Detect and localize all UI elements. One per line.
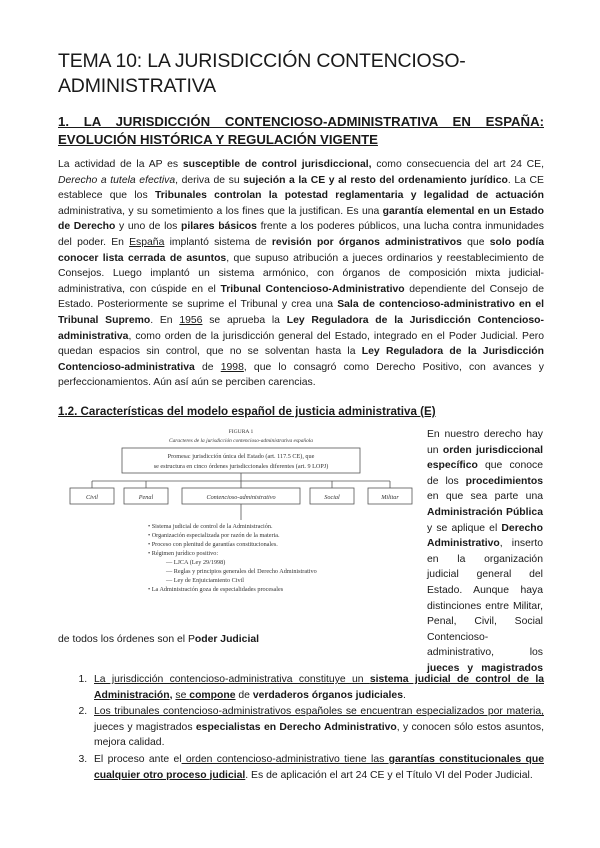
page-title: TEMA 10: LA JURISDICCIÓN CONTENCIOSO-ADMINISTRATIVA [58,50,466,97]
feature-4c: — Ley de Enjuiciamiento Civil [166,577,245,584]
list-item: 2. Los tribunales contencioso-administrativos españoles se encuentran especializados por materia, jueces y magistrados especialistas en Derecho Administrativo, y conocen sólo estos asuntos, mejora calidad. [90,704,544,751]
list-item: 3. El proceso ante el orden contencioso-administrativo tiene las garantías constitucionales que cualquier otro proceso judicial. Es de aplicación el art 24 CE y el Título VI del Poder Judicial. [90,752,544,783]
promise-line-2: se estructura en cinco órdenes jurisdiccionales diferentes (art. 9 LOPJ) [153,463,329,470]
section-1-2-heading: 1.2. Características del modelo español de justicia administrativa (E) [58,405,436,418]
order-penal: Penal [138,494,154,501]
section-1-paragraph: La actividad de la AP es susceptible de control jurisdiccional, como consecuencia del art 24 CE, Derecho a tutela efectiva, deriva de su sujeción a la CE y al resto del ordenamiento jurídico. La CE establece que los Tribunales controlan la potestad reglamentaria y legalidad de actuación administrativa, y su sometimiento a los fines que la justifican. Es una garantía elemental en un Estado de Derecho y uno de los pilares básicos frente a los poderes públicos, una lucha contra inmunidades del poder. En España implantó sistema de revisión por órganos administrativos que solo podía conocer lista cerrada de asuntos, que supuso atribución a jueces ordinarios y reestablecimiento de Consejos. Luego implantó un sistema armónico, con órganos de composición mixta judicial-administrativa, con cúspide en el Tribunal Contencioso-Administrativo dependiente del Consejo de Estado. Posteriormente se suprime el Tribunal y crea una Sala de contencioso-administrativo en el Tribunal Supremo. En 1956 se aprueba la Ley Reguladora de la Jurisdicción Contencioso-administrativa, como orden de la jurisdicción general del Estado, integrado en el Poder Judicial. Pero quedan espacios sin control, que no se solventan hasta la Ley Reguladora de la Jurisdicción Contencioso-administrativa de 1998, que lo consagró como Derecho Positivo, con avances y perfeccionamientos. Aún así aún se perciben carencias. [58,159,544,389]
section-1-heading: 1. LA JURISDICCIÓN CONTENCIOSO-ADMINISTRATIVA EN ESPAÑA: EVOLUCIÓN HISTÓRICA Y REGULACIÓN VIGENTE [58,114,544,147]
order-social: Social [324,494,340,501]
order-contencioso: Contencioso-administrativo [206,494,276,501]
figure-caption: Caracteres de la jurisdicción contencioso-administrativa española [169,438,313,444]
figure-label: FIGURA 1 [228,429,254,435]
feature-3: • Proceso con plenitud de garantías constitucionales. [148,541,278,548]
list-item: 1. La jurisdicción contencioso-administrativa constituye un sistema judicial de control de la Administración, se compone de verdaderos órganos judiciales. [90,672,544,703]
feature-4b: — Reglas y principios generales del Derecho Administrativo [166,568,317,575]
continuation-line: de todos los órdenes son el Poder Judicial [58,634,260,645]
side-paragraph: En nuestro derecho hay un orden jurisdiccional específico que conoce de los procedimientos en que sea parte una Administración Pública y se aplique el Derecho Administrativo, inserto en la organización judicial general del Estado. Aunque haya distinciones entre Militar, Penal, Civil, Social Contencioso-administrativo, los jueces y magistrados [427,429,543,674]
order-militar: Militar [381,494,399,501]
feature-2: • Organización especializada por razón de la materia. [148,532,280,539]
feature-4a: — LJCA (Ley 29/1998) [166,559,226,566]
characteristics-list [58,672,544,784]
order-civil: Civil [85,494,99,501]
jurisdiction-diagram [62,424,420,620]
promise-line-1: Promesa: jurisdicción única del Estado (art. 117.5 CE), que [167,453,315,460]
feature-4: • Régimen jurídico positivo: [148,550,219,557]
jurisdiction-diagram-svg [62,424,420,620]
feature-5: • La Administración goza de especialidades procesales [148,586,284,593]
feature-1: • Sistema judicial de control de la Administración. [148,523,273,530]
